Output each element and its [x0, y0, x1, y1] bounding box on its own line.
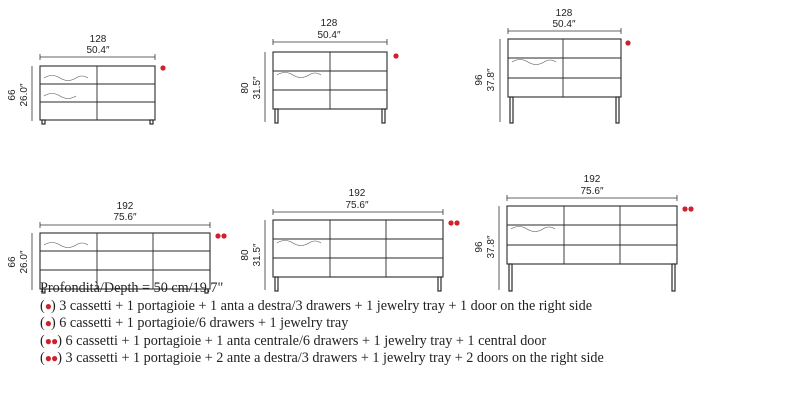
double-dot-marker: (●●) — [40, 332, 62, 349]
red-dot-marker — [625, 40, 630, 45]
unit-128x66 — [7, 34, 166, 124]
height-cm-label: 96 — [474, 241, 485, 253]
depth-note: Profondità/Depth = 50 cm/19.7" — [40, 280, 224, 296]
cabinet-body — [273, 220, 443, 277]
unit-128x80 — [240, 18, 399, 123]
leg — [616, 97, 619, 123]
height-in-label: 37.8″ — [486, 235, 497, 259]
width-in-label: 50.4″ — [552, 19, 576, 30]
cabinet-body — [507, 206, 677, 264]
foot — [42, 120, 45, 124]
width-cm-label: 128 — [555, 8, 573, 19]
height-in-label: 37.8″ — [486, 68, 497, 92]
height-cm-label: 80 — [240, 82, 251, 94]
red-dot-marker — [682, 206, 687, 211]
red-dot-marker — [448, 220, 453, 225]
height-in-label: 26.0″ — [19, 250, 30, 274]
legend-item — [40, 315, 800, 333]
height-in-label: 26.0″ — [19, 83, 30, 107]
height-in-label: 31.5″ — [252, 76, 263, 100]
width-cm-label: 128 — [89, 34, 107, 45]
double-dot-marker: (●●) — [40, 350, 62, 367]
height-cm-label: 96 — [474, 74, 485, 86]
width-cm-label: 128 — [320, 18, 338, 29]
legend-item-text: 6 cassetti + 1 portagioie + 1 anta centrale/6 drawers + 1 jewelry tray + 1 central door — [61, 332, 547, 349]
cabinet-body — [40, 66, 155, 120]
height-cm-label: 66 — [7, 89, 18, 101]
leg — [275, 109, 278, 123]
cabinet-body — [508, 39, 621, 97]
foot — [150, 120, 153, 124]
width-in-label: 50.4″ — [86, 45, 110, 56]
legend-item-text: 3 cassetti + 1 portagioie + 2 ante a destra/3 drawers + 1 jewelry tray + 2 doors on the right side — [61, 350, 604, 367]
legend-item-text: 3 cassetti + 1 portagioie + 1 anta a destra/3 drawers + 1 jewelry tray + 1 door on the right side — [55, 297, 593, 314]
width-in-label: 75.6″ — [345, 200, 369, 211]
red-dot-marker — [160, 65, 165, 70]
height-cm-label: 80 — [240, 249, 251, 261]
height-in-label: 31.5″ — [252, 243, 263, 267]
unit-128x96 — [474, 8, 631, 123]
legend-item — [40, 298, 800, 316]
leg — [382, 109, 385, 123]
width-cm-label: 192 — [348, 188, 366, 199]
red-dot-marker — [393, 53, 398, 58]
legend — [40, 280, 800, 368]
unit-192x80 — [240, 188, 460, 291]
width-in-label: 50.4″ — [317, 30, 341, 41]
legend-item-text: 6 cassetti + 1 portagioie/6 drawers + 1 jewelry tray — [55, 315, 349, 332]
width-cm-label: 192 — [116, 201, 134, 212]
height-cm-label: 66 — [7, 256, 18, 268]
red-dot-marker — [688, 206, 693, 211]
single-dot-marker: (●) — [40, 297, 56, 314]
red-dot-marker — [454, 220, 459, 225]
width-in-label: 75.6″ — [113, 212, 137, 223]
leg — [510, 97, 513, 123]
width-cm-label: 192 — [583, 174, 601, 185]
width-in-label: 75.6″ — [580, 186, 604, 197]
single-dot-marker: (●) — [40, 315, 56, 332]
red-dot-marker — [215, 233, 220, 238]
legend-item — [40, 333, 800, 351]
legend-item — [40, 350, 800, 368]
unit-192x96 — [474, 174, 694, 291]
red-dot-marker — [221, 233, 226, 238]
